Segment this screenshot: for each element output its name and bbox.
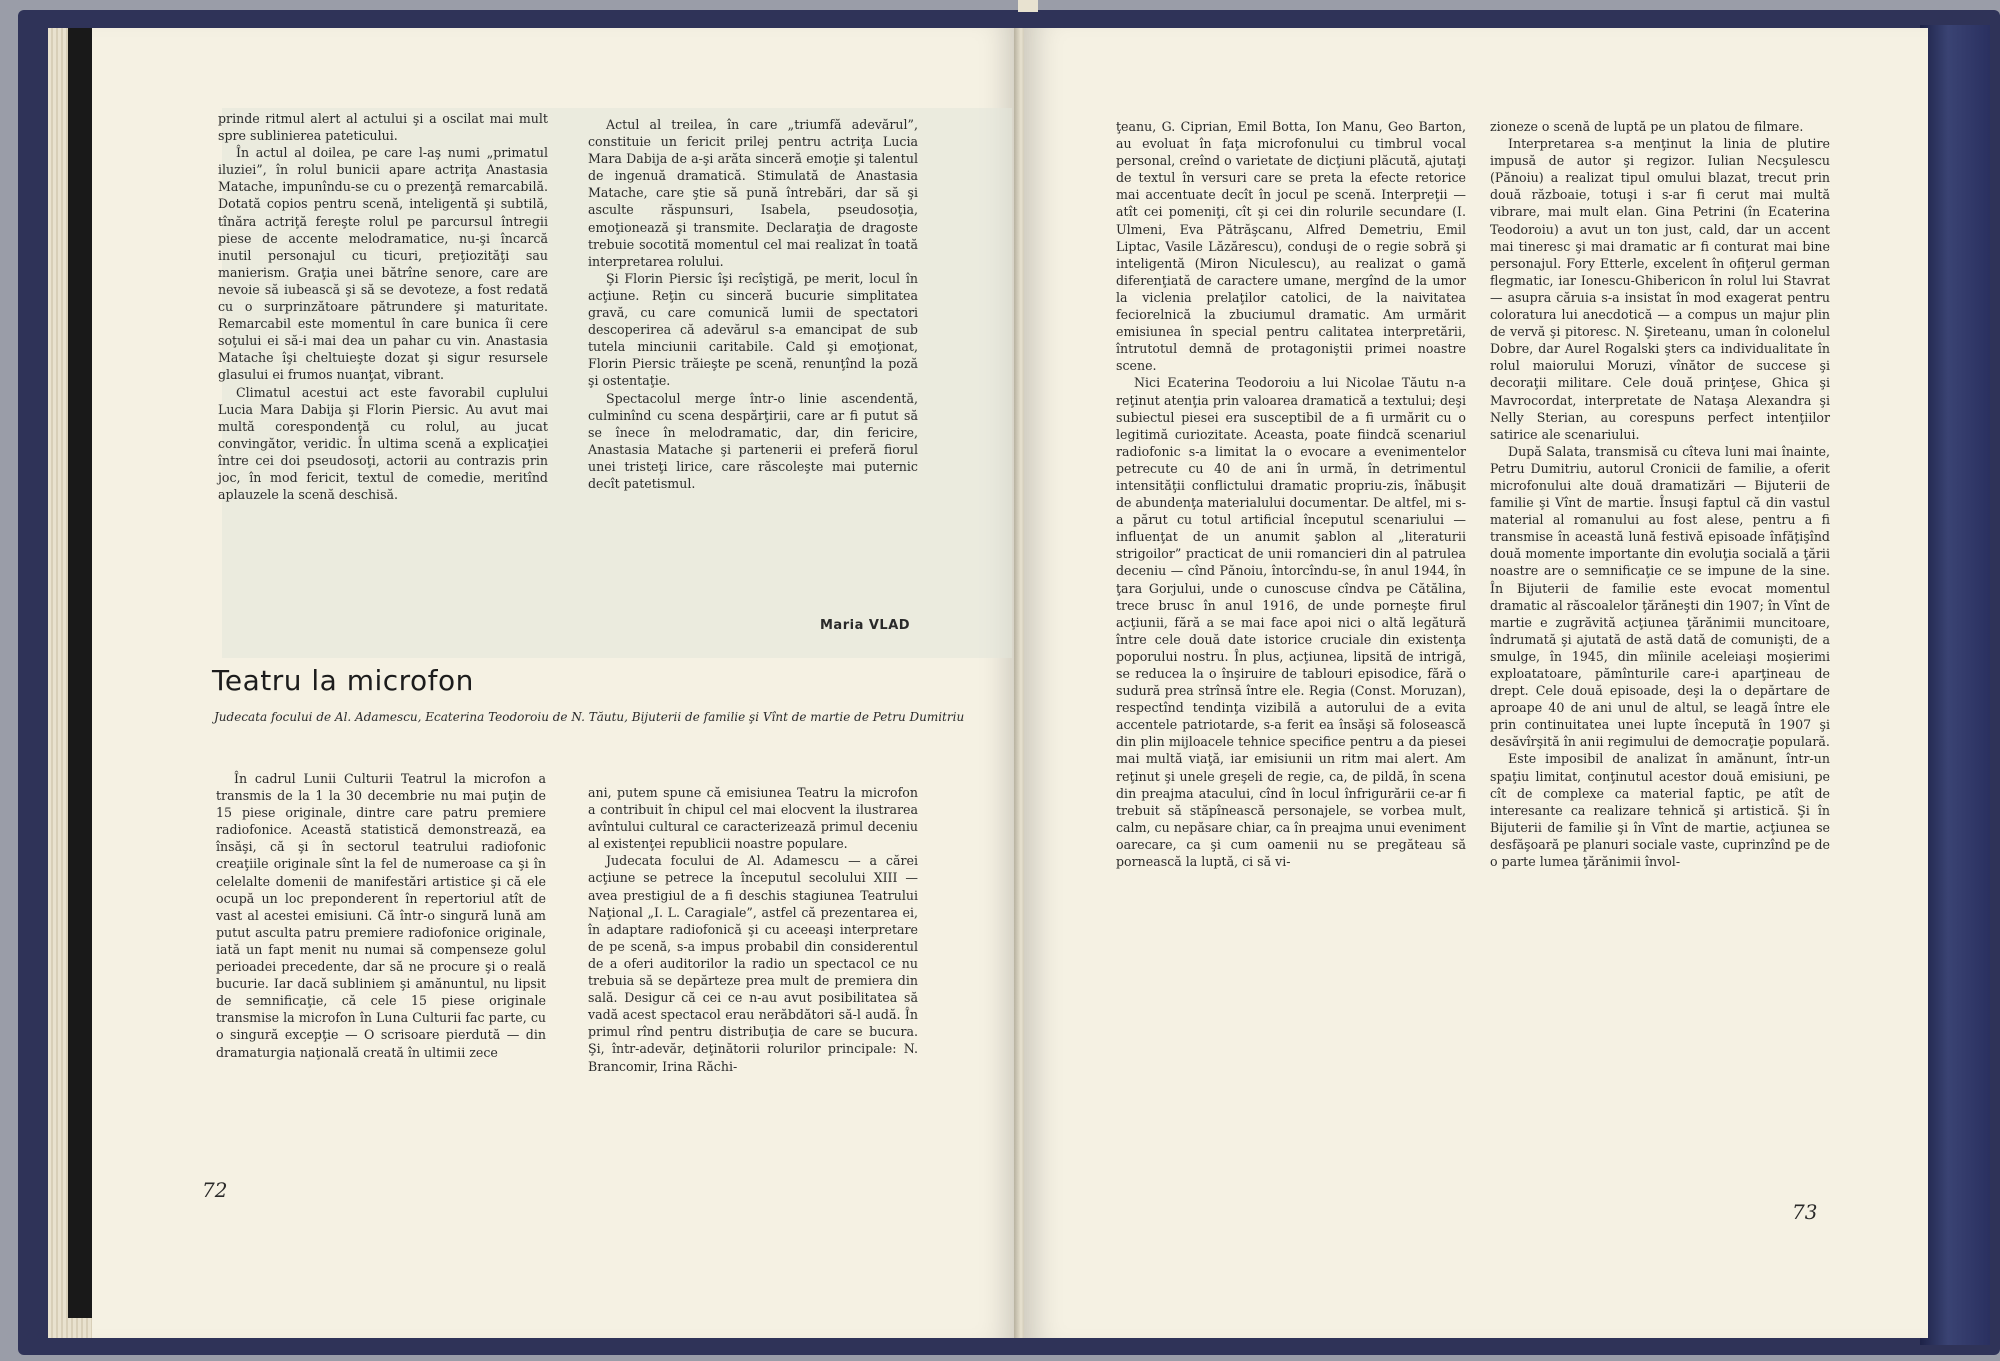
- paragraph: În actul al doilea, pe care l-aş numi „primatul iluziei”, în rolul bunicii apare actriţa Anastasia Matache, impunîndu-se cu o prezenţă remarcabilă. Dotată copios pentru scenă, inteligentă şi subtilă, tînăra actriţă fereşte rolul pe parcursul întregii piese de accente melodramatice, nu-şi încarcă inutil personajul cu ticuri, preţiozităţi sau manierism. Graţia unei bătrîne senore, care are nevoie să iubească şi să se devoteze, a fost redată cu o surprinzătoare pătrundere şi maturitate. Remarcabil este momentul în care bunica îi cere soţului ei să-i mai dea un pahar cu vin. Anastasia Matache îşi cheltuieşte dozat şi sigur resursele glasului ei frumos nuanţat, vibrant.: [218, 145, 548, 383]
- page-tab: [1018, 0, 1038, 12]
- section-heading: Teatru la microfon: [212, 664, 474, 697]
- page-edge-band: [68, 28, 92, 1318]
- left-page-column-3: [216, 770, 546, 1061]
- paragraph: ani, putem spune că emisiunea Teatru la microfon a contribuit în chipul cel mai elocvent la ilustrarea avîntului cultural ce caracterizează primul deceniu al existenţei republicii noastre populare.: [588, 785, 918, 852]
- book-cover-edge: [1920, 25, 1990, 1345]
- paragraph: zioneze o scenă de luptă pe un platou de filmare.: [1490, 119, 1804, 134]
- left-page-column-4: [588, 784, 918, 1075]
- paragraph: Actul al treilea, în care „triumfă adevărul”, constituie un fericit prilej pentru actriţa Lucia Mara Dabija de a-şi arăta sinceră emoţie şi talentul de ingenuă dramatică. Stimulată de Anastasia Matache, care ştie să pună întrebări, dar să şi asculte răspunsuri, Isabela, pseudosoţia, emoţionează şi transmite. Declaraţia de dragoste trebuie socotită momentul cel mai realizat în toată interpretarea rolului.: [588, 117, 918, 269]
- paragraph: prinde ritmul alert al actului şi a oscilat mai mult spre sublinierea pateticului.: [218, 111, 548, 144]
- right-page-column-2: [1490, 118, 1830, 870]
- paragraph: Judecata focului de Al. Adamescu — a cărei acţiune se petrece la începutul secolului XIII — avea prestigiul de a fi deschis stagiunea Teatrului Naţional „I. L. Caragiale”, astfel că prezentarea ei, în adaptare radiofonică şi cu aceeaşi interpretare de pe scenă, s-a impus probabil din considerentul de a oferi auditorilor la radio un spectacol ce nu trebuia să se depărteze prea mult de premiera din sală. Desigur că cei ce n-au avut posibilitatea să vadă acest spectacol erau nerăbdători să-l audă. În primul rînd pentru distribuţia de care se bucura. Şi, într-adevăr, deţinătorii rolurilor principale: N. Brancomir, Irina Răchi-: [588, 853, 918, 1074]
- paragraph: Este imposibil de analizat în amănunt, într-un spaţiu limitat, conţinutul acestor două emisiuni, pe cît de complexe ca material faptic, pe atît de interesante ca realizare tehnică şi artistică. Şi în Bijuterii de familie şi în Vînt de martie, acţiunea se desfăşoară pe planuri sociale vaste, cuprinzînd pe de o parte lumea ţărănimii învol-: [1490, 751, 1830, 870]
- page-number: 73: [1792, 1200, 1818, 1224]
- paragraph: Nici Ecaterina Teodoroiu a lui Nicolae Tăutu n-a reţinut atenţia prin valoarea dramatică a textului; deşi subiectul piesei era susceptibil de a fi urmărit cu o legitimă curiozitate. Aceasta, poate fiindcă scenariul radiofonic s-a limitat la o evocare a evenimentelor petrecute cu 40 de ani în urmă, în detrimentul intensităţii conflictului dramatic propriu-zis, înăbuşit de abundenţa materialului documentar. De altfel, mi s-a părut cu totul artificial începutul scenariului — influenţat de un anumit şablon al „literaturii strigoilor” practicat de unii romancieri din al patrulea deceniu — cînd Pănoiu, întorcîndu-se, în anul 1944, în ţara Gorjului, unde o cunoscuse cîndva pe Cătălina, trece brusc în anul 1916, de unde porneşte firul acţiunii, fără a se mai face apoi nici o altă legătură între cele două date istorice cruciale din existenţa poporului nostru. În plus, acţiunea, lipsită de intrigă, se reducea la o înşiruire de tablouri episodice, fără o sudură prea strînsă între ele. Regia (Const. Moruzan), respectînd tendinţa vizibilă a autorului de a evita accentele patriotarde, s-a ferit ea însăşi să folosească din plin mijloacele tehnice specifice pentru a da piesei mai multă viaţă, iar emisiunii un ritm mai alert. Am reţinut şi unele greşeli de regie, ca, de pildă, în scena din preajma atacului, cînd în locul înfrigurării ce-ar fi trebuit să stăpînească personajele, se vorbea mult, calm, cu nepăsare chiar, ca în preajma unui eveniment oarecare, ca şi cum oamenii nu se pregăteau să pornească la luptă, ci să vi-: [1116, 375, 1466, 870]
- paragraph: Spectacolul merge într-o linie ascendentă, culminînd cu scena despărţirii, care ar fi putut să se înece în melodramatic, dar, din fericire, Anastasia Matache şi partenerii ei preferă fiorul unei tristeţi lirice, care răscoleşte mai puternic decît patetismul.: [588, 390, 918, 491]
- paragraph: Interpretarea s-a menţinut la linia de plutire impusă de autor şi regizor. Iulian Necşulescu (Pănoiu) a realizat tipul omului blazat, trecut prin două războaie, totuşi i s-ar fi cerut mai multă vibrare, mai mult elan. Gina Petrini (în Ecaterina Teodoroiu) a avut un ton just, cald, dar un accent mai tineresc şi mai dramatic ar fi conturat mai bine personajul. Fory Etterle, excelent în ofiţerul german flegmatic, iar Ionescu-Ghibericon în rolul lui Stavrat — asupra căruia s-a insistat în mod exagerat pentru coloratura lui anecdotică — a compus un majur plin de vervă şi pitoresc. N. Şireteanu, uman în colonelul Dobre, dar Aurel Rogalski şters ca individualitate în rolul maiorului Moruzi, vînător de succese şi decoraţii militare. Cele două prinţese, Ghica şi Mavrocordat, interpretate de Nataşa Alexandra şi Nelly Sterian, au corespuns perfect intenţiilor satirice ale scenariului.: [1490, 136, 1830, 442]
- paragraph: ţeanu, G. Ciprian, Emil Botta, Ion Manu, Geo Barton, au evoluat în faţa microfonului cu timbrul vocal personal, creînd o varietate de dicţiuni plăcută, ajutaţi de textul în versuri care se preta la efecte retorice mai accentuate decît în jocul pe scenă. Interpreţii — atît cei pomeniţi, cît şi cei din rolurile secundare (I. Ulmeni, Eva Pătrăşcanu, Alfred Demetriu, Emil Liptac, Vasile Lăzărescu), conduşi de o regie sobră şi inteligentă (Miron Niculescu), au realizat o gamă diferenţiată de caractere umane, mergînd de la umor la viclenia prelaţilor catolici, de la naivitatea feciorelnică la zbuciumul dramatic. Am urmărit emisiunea în special pentru calitatea interpretării, întrutotul demnă de protagoniştii primei noastre scene.: [1116, 119, 1466, 374]
- right-page: [1024, 28, 1928, 1338]
- left-page: [92, 28, 1018, 1338]
- paragraph: În cadrul Lunii Culturii Teatrul la microfon a transmis de la 1 la 30 decembrie nu mai puţin de 15 piese originale, dintre care patru premiere radiofonice. Această statistică demonstrează, ea însăşi, că şi în sectorul teatrului radiofonic creaţiile originale sînt la fel de numeroase ca şi în celelalte domenii de manifestări artistice şi că ele ocupă un loc preponderent în repertoriul atît de vast al acestei emisiuni. Că într-o singură lună am putut asculta patru premiere radiofonice originale, iată un fapt menit nu numai să compenseze golul perioadei precedente, dar să ne procure şi o reală bucurie. Iar dacă subliniem şi amănuntul, nu lipsit de semnificaţie, că cele 15 piese originale transmise la microfon în Luna Culturii fac parte, cu o singură excepţie — O scrisoare pierdută — din dramaturgia naţională creată în ultimii zece: [216, 771, 546, 1060]
- page-number: 72: [202, 1178, 228, 1202]
- paragraph: După Salata, transmisă cu cîteva luni mai înainte, Petru Dumitriu, autorul Cronicii de familie, a oferit microfonului alte două dramatizări — Bijuterii de familie şi Vînt de martie. Însuşi faptul că din vastul material al romanului au fost alese, pentru a fi transmise în această lună festivă episoade înfăţişînd două momente importante din evoluţia socială a ţării noastre are o semnificaţie ce se impune de la sine. În Bijuterii de familie este evocat momentul dramatic al răscoalelor ţărăneşti din 1907; în Vînt de martie e zugrăvită acţiunea ţărănimii muncitoare, îndrumată şi ajutată de astă dată de comunişti, de a smulge, în 1945, din mîinile aceleiaşi moşierimi exploatatoare, pămînturile care-i aparţineau de drept. Cele două episoade, deşi la o depărtare de aproape 40 de ani unul de altul, se leagă între ele prin continuitatea unei lupte începută în 1907 şi desăvîrşită în anii regimului de democraţie populară.: [1490, 443, 1830, 750]
- paragraph: Şi Florin Piersic îşi recîştigă, pe merit, locul în acţiune. Reţin cu sinceră bucurie simplitatea gravă, cu care comunică lumii de spectatori descoperirea că adevărul s-a emancipat de sub tutela minciunii caritabile. Cald şi emoţionat, Florin Piersic trăieşte pe scenă, renunţînd la poză şi ostentaţie.: [588, 270, 918, 389]
- right-page-column-1: [1116, 118, 1466, 870]
- paragraph: Climatul acestui act este favorabil cuplului Lucia Mara Dabija şi Florin Piersic. Au avut mai multă corespondenţă cu rolul, au jucat convingător, veridic. În ultima scenă a explicaţiei între cei doi pseudosoţi, actorii au contrazis prin joc, în mod fericit, textul de comedie, meritînd aplauzele la scenă deschisă.: [218, 384, 548, 503]
- left-page-column-2: [588, 116, 918, 492]
- section-subtitle: Judecata focului de Al. Adamescu, Ecaterina Teodoroiu de N. Tăutu, Bijuterii de familie şi Vînt de martie de Petru Dumitriu: [214, 710, 965, 724]
- author-signature: Maria VLAD: [820, 618, 911, 633]
- left-page-column-1: [218, 110, 548, 503]
